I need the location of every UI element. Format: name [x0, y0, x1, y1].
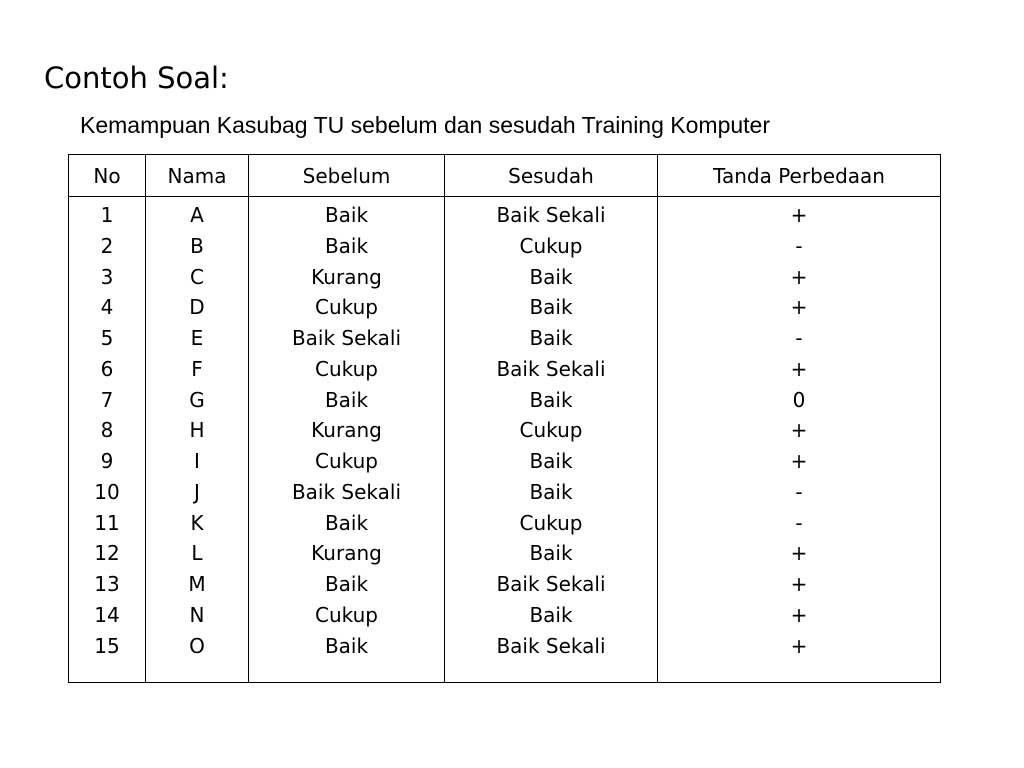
cell-nama: K — [190, 510, 204, 535]
cell-nama: L — [191, 541, 203, 566]
cell-no: 1 — [100, 203, 114, 227]
cell-tanda: - — [795, 510, 803, 535]
header-row — [69, 155, 941, 197]
cell-no: 5 — [100, 326, 114, 350]
header-tanda-perbedaan: Tanda Perbedaan — [658, 155, 941, 197]
cell-sesudah: Baik — [529, 387, 573, 412]
cell-sebelum: Baik — [324, 387, 369, 412]
cell-no: 4 — [100, 295, 114, 320]
cell-sesudah: Baik — [529, 541, 573, 566]
cell-tanda: + — [790, 541, 808, 566]
cell-tanda: + — [790, 602, 808, 627]
cell-sesudah: Baik — [529, 295, 573, 320]
table-caption: Kemampuan Kasubag TU sebelum dan sesudah Training Komputer — [80, 112, 770, 138]
cell-no: 14 — [94, 602, 120, 627]
cell-sesudah: Baik Sekali — [496, 572, 606, 596]
cell-no: 10 — [94, 479, 120, 504]
cell-sesudah: Baik Sekali — [496, 633, 606, 658]
cell-sebelum: Kurang — [311, 418, 382, 443]
cell-sebelum: Cukup — [315, 295, 378, 320]
cell-sesudah: Cukup — [519, 510, 583, 535]
cell-sesudah: Baik — [529, 264, 573, 289]
column-sesudah — [445, 197, 658, 683]
cell-sesudah: Cukup — [519, 418, 583, 443]
cell-sebelum: Kurang — [311, 264, 382, 289]
cell-tanda: + — [790, 264, 808, 289]
cell-nama: D — [189, 295, 205, 320]
cell-sebelum: Cukup — [315, 356, 378, 381]
cell-sebelum: Cukup — [315, 602, 378, 627]
cell-no: 12 — [94, 541, 120, 566]
cell-sebelum: Baik — [324, 233, 369, 258]
cell-sebelum: Baik Sekali — [291, 479, 402, 504]
cell-sebelum: Kurang — [311, 541, 382, 566]
column-nama — [146, 197, 249, 683]
cell-sesudah: Baik — [529, 449, 573, 473]
cell-sesudah: Baik — [529, 602, 573, 627]
cell-no: 3 — [100, 264, 114, 289]
cell-nama: O — [189, 633, 205, 658]
cell-tanda: - — [795, 479, 803, 504]
header-sesudah: Sesudah — [445, 155, 658, 197]
cell-sesudah: Cukup — [519, 233, 583, 258]
cell-no: 7 — [100, 387, 114, 412]
cell-nama: G — [189, 387, 205, 412]
cell-tanda: + — [790, 633, 808, 658]
cell-nama: H — [189, 418, 205, 443]
table-body — [69, 197, 941, 683]
header-no: No — [69, 155, 146, 197]
table-header — [69, 155, 941, 197]
cell-nama: N — [189, 602, 205, 627]
cell-no: 9 — [100, 449, 114, 473]
cell-nama: J — [194, 479, 200, 504]
comparison-table — [68, 154, 941, 683]
cell-sebelum: Baik — [324, 203, 369, 227]
cell-no: 8 — [100, 418, 114, 443]
cell-sebelum: Baik Sekali — [291, 326, 402, 350]
cell-tanda: - — [795, 233, 803, 258]
cell-nama: E — [190, 326, 204, 350]
cell-sebelum: Baik — [324, 633, 369, 658]
cell-tanda: + — [790, 449, 808, 473]
cell-no: 6 — [100, 356, 114, 381]
cell-sesudah: Baik Sekali — [496, 356, 606, 381]
cell-tanda: + — [790, 418, 808, 443]
cell-nama: A — [190, 203, 204, 227]
cell-no: 11 — [94, 510, 120, 535]
cell-nama: B — [190, 233, 204, 258]
cell-sesudah: Baik Sekali — [496, 203, 606, 227]
header-sebelum: Sebelum — [249, 155, 445, 197]
table-body-row — [69, 197, 941, 683]
column-sebelum — [249, 197, 445, 683]
cell-sebelum: Baik — [324, 510, 369, 535]
cell-no: 13 — [94, 572, 120, 596]
cell-nama: C — [190, 264, 204, 289]
cell-sebelum: Baik — [324, 572, 369, 596]
cell-tanda: - — [795, 326, 803, 350]
cell-sebelum: Cukup — [315, 449, 378, 473]
cell-sesudah: Baik — [529, 326, 573, 350]
cell-tanda: + — [790, 572, 808, 596]
cell-sesudah: Baik — [529, 479, 573, 504]
cell-nama: I — [194, 449, 200, 473]
slide-title: Contoh Soal: — [44, 61, 229, 95]
cell-nama: F — [191, 356, 203, 381]
column-tanda-perbedaan — [658, 197, 941, 683]
header-nama: Nama — [146, 155, 249, 197]
cell-no: 2 — [100, 233, 114, 258]
cell-tanda: + — [790, 356, 808, 381]
cell-tanda: 0 — [792, 387, 806, 412]
cell-no: 15 — [94, 633, 120, 658]
cell-tanda: + — [790, 295, 808, 320]
cell-nama: M — [188, 572, 206, 596]
column-no — [69, 197, 146, 683]
cell-tanda: + — [790, 203, 808, 227]
